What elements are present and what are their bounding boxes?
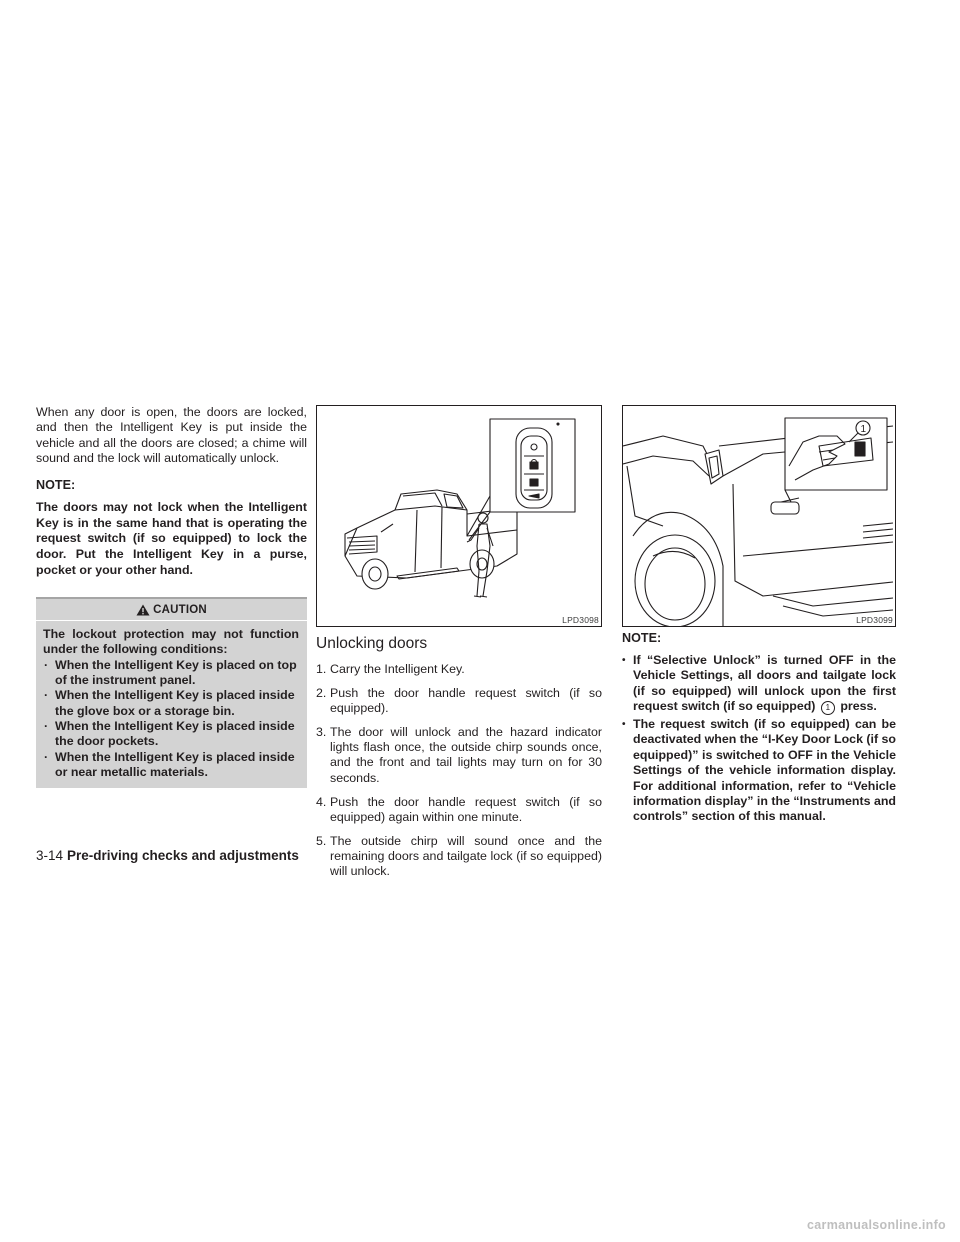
door-handle-illustration [623, 406, 895, 626]
page-footer [36, 848, 299, 863]
step-item [316, 686, 602, 717]
page-number: 3-14 [36, 848, 64, 863]
step-item [316, 795, 602, 826]
warning-icon [136, 604, 150, 616]
step-text: Push the door handle request switch (if so equipped). [330, 685, 602, 716]
step-number: 3. [316, 724, 327, 739]
step-item [316, 662, 602, 677]
step-text: The outside chirp will sound once and the remaining doors and tailgate lock (if so equipped) will unlock. [330, 833, 602, 879]
note-heading: NOTE: [622, 631, 662, 645]
footer-section-title: Pre-driving checks and adjustments [67, 848, 299, 863]
note-heading: NOTE: [36, 478, 76, 493]
caution-item: · When the Intelligent Key is placed inside the glove box or a storage bin. [43, 688, 299, 719]
figure-door-handle [622, 405, 896, 627]
intro-paragraph: When any door is open, the doors are locked, and then the Intelligent Key is put inside the vehicle and all the doors are closed; a chime will sound and the lock will automatically unlock. [36, 405, 307, 465]
note-paragraph: The doors may not lock when the Intelligent Key is in the same hand that is operating the request switch (if so equipped) to lock the door. Put the Intelligent Key in a purse, pocket or your other hand. [36, 500, 307, 577]
caution-item: · When the Intelligent Key is placed inside or near metallic materials. [43, 750, 299, 781]
note-item [622, 653, 896, 715]
right-column [622, 405, 896, 827]
step-item [316, 834, 602, 880]
callout-number: 1 [860, 424, 867, 435]
step-text: Push the door handle request switch (if so equipped) again within one minute. [330, 794, 602, 824]
step-text: The door will unlock and the hazard indicator lights flash once, the outside chirp sounds once, and the front and tail lights may turn on for 30 seconds. [330, 724, 602, 785]
step-number: 4. [316, 794, 327, 809]
caution-intro: The lockout protection may not function under the following conditions: [43, 627, 299, 657]
note-list [622, 653, 896, 825]
caution-item: · When the Intelligent Key is placed inside the door pockets. [43, 719, 299, 750]
step-text: Carry the Intelligent Key. [330, 662, 465, 676]
caution-header [36, 599, 307, 621]
step-number: 2. [316, 685, 327, 700]
step-item [316, 725, 602, 786]
watermark[interactable]: carmanualsonline.info [807, 1218, 946, 1232]
step-number: 5. [316, 833, 327, 848]
caution-item: · When the Intelligent Key is placed on top of the instrument panel. [43, 658, 299, 689]
unlock-steps [316, 662, 602, 880]
figure-code: LPD3099 [856, 615, 893, 625]
middle-column [316, 405, 602, 888]
section-title: Unlocking doors [316, 635, 428, 652]
figure-code: LPD3098 [562, 615, 599, 625]
note-text: If “Selective Unlock” is turned OFF in the Vehicle Settings, all doors and tailgate lock (if so equipped) will unlock upon the first request switch (if so equipped) [633, 653, 896, 714]
caution-body [36, 621, 307, 780]
caution-box [36, 597, 307, 788]
note-item: • The request switch (if so equipped) can be deactivated when the “I-Key Door Lock (if so equipped)” is switched to OFF in the Vehicle Settings of the vehicle information display. For additional information, refer to “Vehicle information display” in the “Instruments and controls” section of this manual. [622, 717, 896, 825]
switch-marker: 1 [821, 701, 835, 715]
step-number: 1. [316, 662, 327, 676]
left-column [36, 405, 307, 788]
caution-list [43, 658, 299, 780]
caution-title: CAUTION [153, 603, 207, 616]
truck-key-illustration [317, 406, 601, 626]
figure-truck-with-key [316, 405, 602, 627]
note-text: press. [840, 699, 877, 714]
